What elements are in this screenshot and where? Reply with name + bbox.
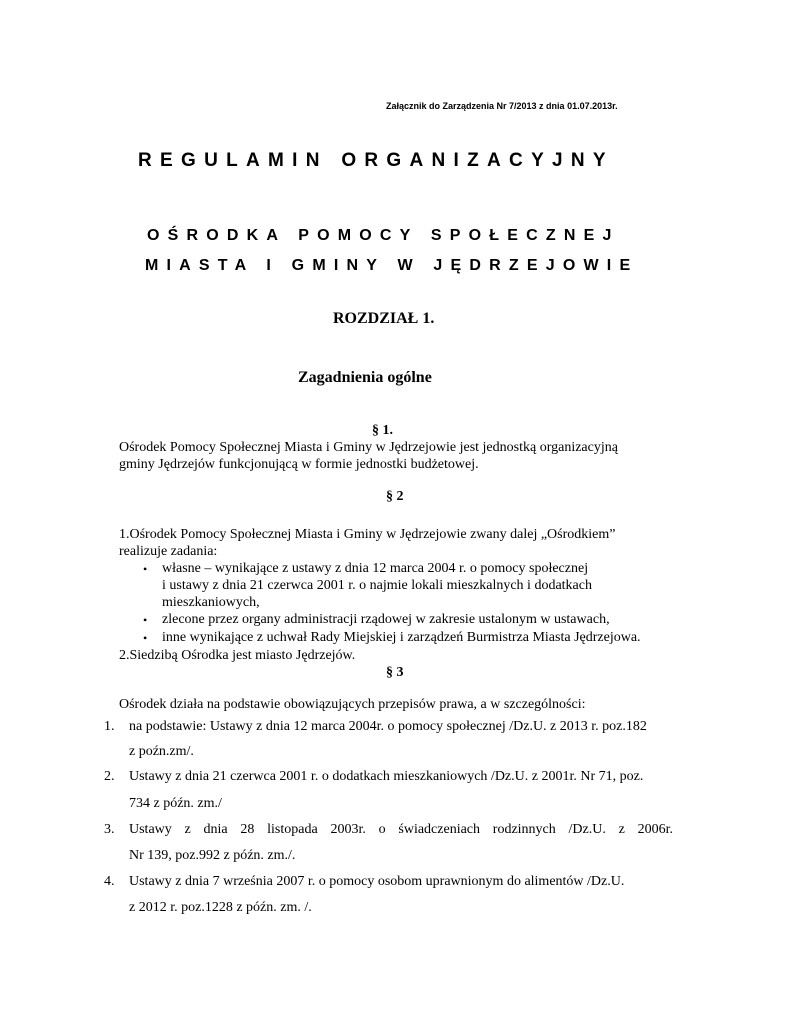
institution-name-line-1: OŚRODKA POMOCY SPOŁECZNEJ <box>147 227 620 244</box>
list-item-number: 1. <box>104 719 115 734</box>
list-item-line-2: 734 z późn. zm./ <box>129 796 222 811</box>
list-item-line-2: Nr 139, poz.992 z późn. zm./. <box>129 848 296 863</box>
document-title: REGULAMIN ORGANIZACYJNY <box>138 150 614 171</box>
bullet-1-line-3: mieszkaniowych, <box>162 595 260 610</box>
list-item-number: 4. <box>104 874 115 889</box>
list-item-number: 2. <box>104 769 115 784</box>
list-item-line-1: Ustawy z dnia 21 czerwca 2001 r. o dodatkach mieszkaniowych /Dz.U. z 2001r. Nr 71, poz. <box>129 769 644 784</box>
list-item-line-2: z 2012 r. poz.1228 z późn. zm. /. <box>129 900 312 915</box>
institution-name-line-2: MIASTA I GMINY W JĘDRZEJOWIE <box>145 257 639 274</box>
section-3-symbol: § 3 <box>386 665 404 680</box>
section-2-symbol: § 2 <box>386 489 404 504</box>
bullet-3-line-1: inne wynikające z uchwał Rady Miejskiej i zarządzeń Burmistrza Miasta Jędrzejowa. <box>162 630 641 645</box>
section-3-intro: Ośrodek działa na podstawie obowiązujących przepisów prawa, a w szczególności: <box>119 697 586 712</box>
section-2-intro-line-1: 1.Ośrodek Pomocy Społecznej Miasta i Gminy w Jędrzejowie zwany dalej „Ośrodkiem” <box>119 527 616 542</box>
chapter-heading: ROZDZIAŁ 1. <box>333 310 435 327</box>
section-1-symbol: § 1. <box>372 423 393 438</box>
bullet-glyph: • <box>143 631 148 645</box>
section-2-seat: 2.Siedzibą Ośrodka jest miasto Jędrzejów. <box>119 648 356 663</box>
list-item-line-2: z poźn.zm/. <box>129 744 194 759</box>
list-item-number: 3. <box>104 822 115 837</box>
bullet-1-line-1: własne – wynikające z ustawy z dnia 12 marca 2004 r. o pomocy społecznej <box>162 561 589 576</box>
section-1-line-2: gminy Jędrzejów funkcjonującą w formie jednostki budżetowej. <box>119 457 479 472</box>
list-item-line-1: na podstawie: Ustawy z dnia 12 marca 2004r. o pomocy społecznej /Dz.U. z 2013 r. poz.182 <box>129 719 647 734</box>
bullet-2-line-1: zlecone przez organy administracji rządowej w zakresie ustalonym w ustawach, <box>162 612 610 627</box>
bullet-glyph: • <box>143 613 148 627</box>
section-1-line-1: Ośrodek Pomocy Społecznej Miasta i Gminy w Jędrzejowie jest jednostką organizacyjną <box>119 440 618 455</box>
list-item-line-1: Ustawy z dnia 28 listopada 2003r. o świadczeniach rodzinnych /Dz.U. z 2006r. <box>129 822 673 837</box>
list-item-line-1: Ustawy z dnia 7 września 2007 r. o pomocy osobom uprawnionym do alimentów /Dz.U. <box>129 874 625 889</box>
annex-note: Załącznik do Zarządzenia Nr 7/2013 z dnia 01.07.2013r. <box>386 101 618 111</box>
chapter-subject: Zagadnienia ogólne <box>298 369 432 386</box>
bullet-1-line-2: i ustawy z dnia 21 czerwca 2001 r. o najmie lokali mieszkalnych i dodatkach <box>162 578 592 593</box>
section-2-intro-line-2: realizuje zadania: <box>119 544 218 559</box>
bullet-glyph: • <box>143 562 148 576</box>
